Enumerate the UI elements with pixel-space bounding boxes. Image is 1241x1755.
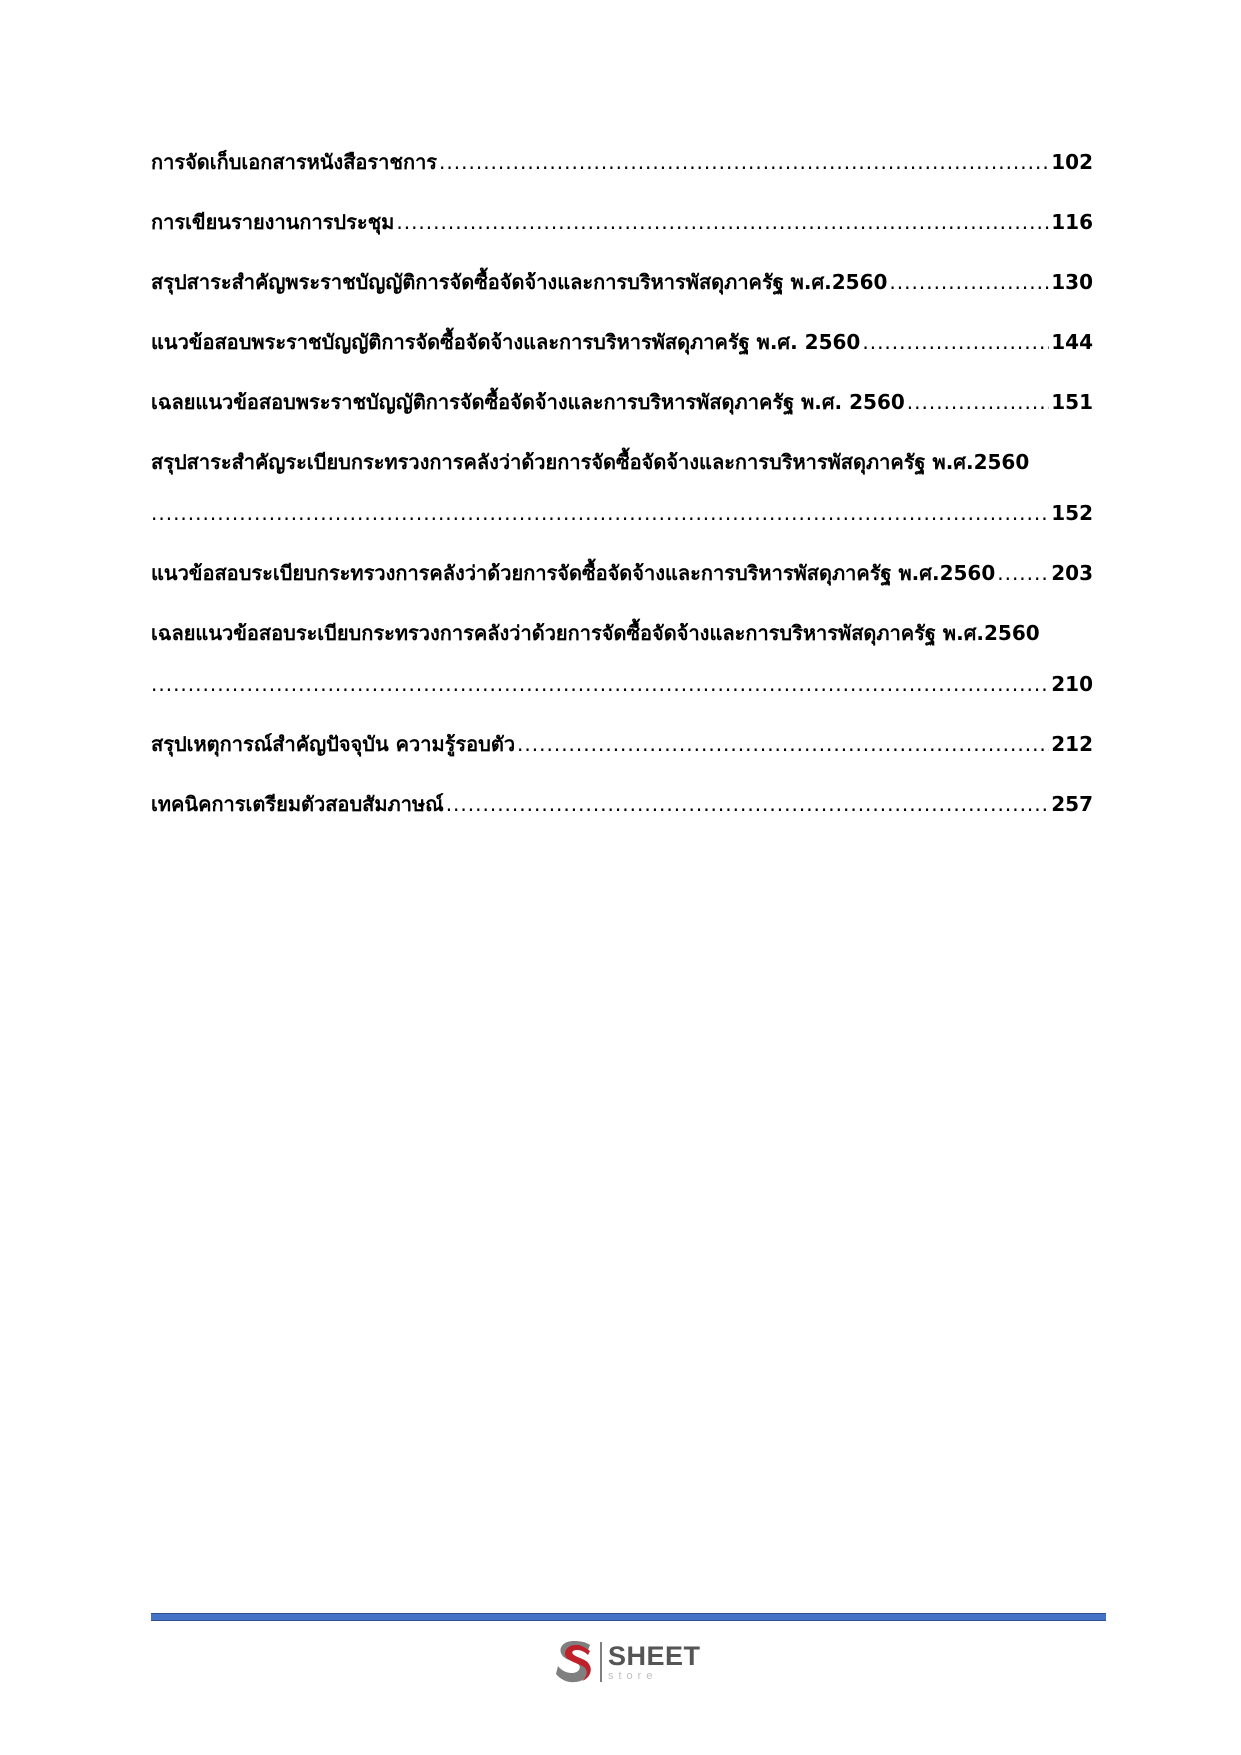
toc-line <box>151 210 1093 270</box>
sheet-store-logo <box>552 1636 701 1688</box>
toc-page-number: 152 <box>1051 501 1093 525</box>
toc-title: แนวข้อสอบพระราชบัญญัติการจัดซื้อจัดจ้างและการบริหารพัสดุภาครัฐ พ.ศ. 2560 <box>151 330 861 354</box>
toc-page-number: 212 <box>1051 732 1093 756</box>
toc-entry[interactable] <box>151 330 1093 390</box>
toc-line <box>151 732 1093 792</box>
toc-entry[interactable] <box>151 150 1093 210</box>
dot-leader <box>517 732 1049 756</box>
toc-page-number: 203 <box>1051 561 1093 585</box>
dot-leader <box>396 210 1049 234</box>
toc-title: สรุปเหตุการณ์สำคัญปัจจุบัน ความรู้รอบตัว <box>151 732 516 756</box>
toc-line <box>151 621 1093 672</box>
toc-entry[interactable] <box>151 450 1093 561</box>
logo-name: SHEET <box>608 1640 701 1671</box>
logo-divider <box>600 1642 602 1682</box>
toc-page-number: 144 <box>1051 330 1093 354</box>
toc-title: เฉลยแนวข้อสอบพระราชบัญญัติการจัดซื้อจัดจ้างและการบริหารพัสดุภาครัฐ พ.ศ. 2560 <box>151 390 905 414</box>
table-of-contents <box>151 150 1093 852</box>
toc-page-number: 210 <box>1051 672 1093 696</box>
toc-entry[interactable] <box>151 792 1093 852</box>
toc-line <box>151 390 1093 450</box>
dot-leader <box>151 672 1049 696</box>
dot-leader <box>151 501 1049 525</box>
toc-entry[interactable] <box>151 210 1093 270</box>
dot-leader <box>439 150 1049 174</box>
toc-title: สรุปสาระสำคัญระเบียบกระทรวงการคลังว่าด้วยการจัดซื้อจัดจ้างและการบริหารพัสดุภาครัฐ พ.ศ.2560 <box>151 450 1030 474</box>
toc-title: การเขียนรายงานการประชุม <box>151 210 395 234</box>
sheet-store-logo-icon <box>552 1639 596 1685</box>
toc-page-number: 102 <box>1051 150 1093 174</box>
logo-text <box>608 1640 701 1682</box>
toc-line <box>151 501 1093 561</box>
toc-title: การจัดเก็บเอกสารหนังสือราชการ <box>151 150 438 174</box>
footer-rule <box>151 1613 1106 1621</box>
toc-entry[interactable] <box>151 270 1093 330</box>
dot-leader <box>446 792 1050 816</box>
toc-title: เทคนิคการเตรียมตัวสอบสัมภาษณ์ <box>151 792 444 816</box>
toc-entry[interactable] <box>151 732 1093 792</box>
toc-title: เฉลยแนวข้อสอบระเบียบกระทรวงการคลังว่าด้วยการจัดซื้อจัดจ้างและการบริหารพัสดุภาครัฐ พ.ศ.2560 <box>151 621 1040 645</box>
toc-title: สรุปสาระสำคัญพระราชบัญญัติการจัดซื้อจัดจ้างและการบริหารพัสดุภาครัฐ พ.ศ.2560 <box>151 270 888 294</box>
toc-line <box>151 270 1093 330</box>
toc-line <box>151 150 1093 210</box>
toc-line <box>151 672 1093 732</box>
toc-entry[interactable] <box>151 390 1093 450</box>
toc-page-number: 257 <box>1051 792 1093 816</box>
toc-line <box>151 450 1093 501</box>
toc-line <box>151 330 1093 390</box>
toc-page-number: 116 <box>1051 210 1093 234</box>
toc-entry[interactable] <box>151 621 1093 732</box>
dot-leader <box>997 561 1049 585</box>
toc-line <box>151 561 1093 621</box>
dot-leader <box>862 330 1049 354</box>
toc-line <box>151 792 1093 852</box>
toc-title: แนวข้อสอบระเบียบกระทรวงการคลังว่าด้วยการจัดซื้อจัดจ้างและการบริหารพัสดุภาครัฐ พ.ศ.2560 <box>151 561 996 585</box>
dot-leader <box>907 390 1049 414</box>
toc-entry[interactable] <box>151 561 1093 621</box>
logo-subtitle: store <box>608 1669 658 1682</box>
dot-leader <box>889 270 1049 294</box>
toc-page-number: 151 <box>1051 390 1093 414</box>
toc-page-number: 130 <box>1051 270 1093 294</box>
